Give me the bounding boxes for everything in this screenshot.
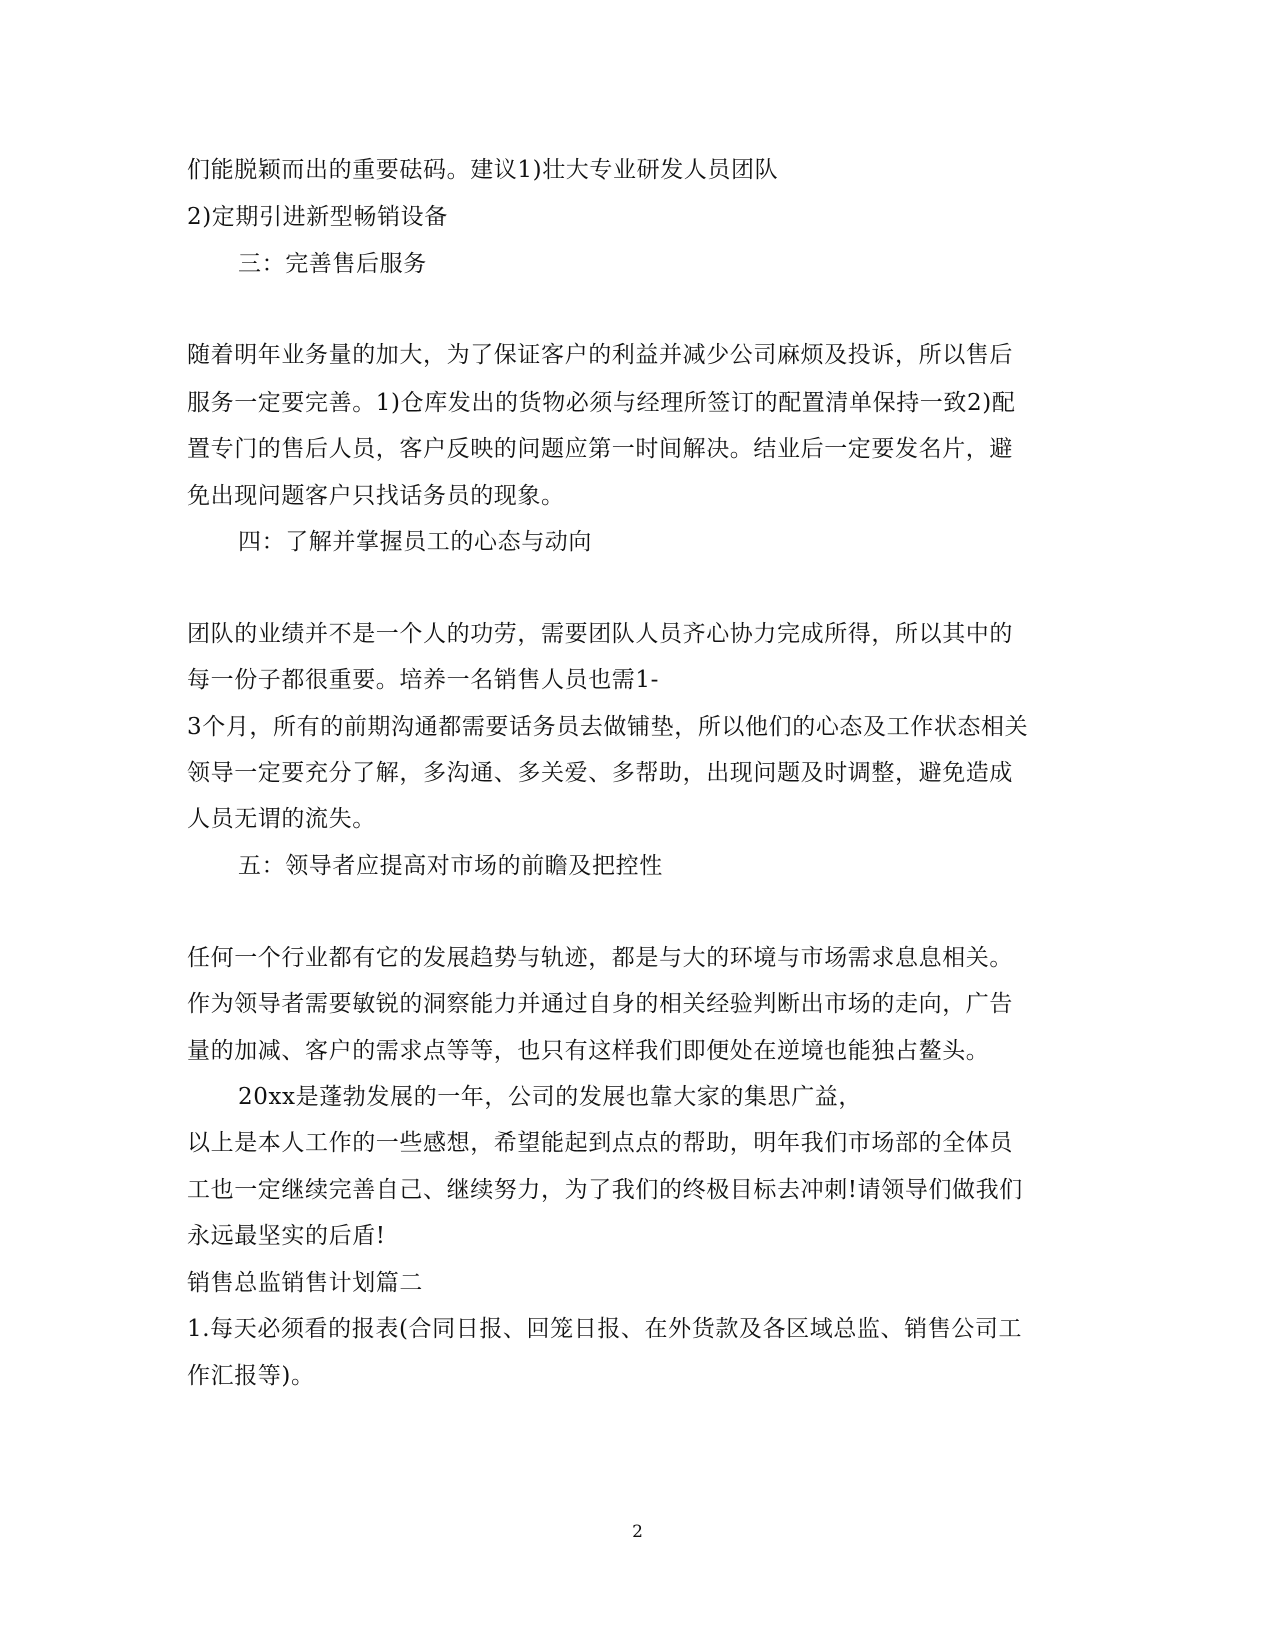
paragraph-line: 工也一定继续完善自己、继续努力，为了我们的终极目标去冲刺!请领导们做我们 <box>187 1177 1023 1203</box>
paragraph-line: 们能脱颖而出的重要砝码。建议1)壮大专业研发人员团队 <box>187 157 779 183</box>
paragraph-line: 量的加减、客户的需求点等等，也只有这样我们即便处在逆境也能独占鳌头。 <box>187 1038 990 1064</box>
paragraph-line: 随着明年业务量的加大，为了保证客户的利益并减少公司麻烦及投诉，所以售后 <box>187 342 1013 368</box>
section-heading: 三：完善售后服务 <box>238 251 427 277</box>
list-item-continuation: 作汇报等)。 <box>187 1363 315 1389</box>
document-subtitle: 销售总监销售计划篇二 <box>187 1270 423 1296</box>
paragraph-line: 3个月，所有的前期沟通都需要话务员去做铺垫，所以他们的心态及工作状态相关 <box>187 714 1029 740</box>
paragraph-line: 领导一定要充分了解，多沟通、多关爱、多帮助，出现问题及时调整，避免造成 <box>187 760 1013 786</box>
paragraph-line: 20xx是蓬勃发展的一年，公司的发展也靠大家的集思广益， <box>238 1084 863 1110</box>
paragraph-line: 任何一个行业都有它的发展趋势与轨迹，都是与大的环境与市场需求息息相关。 <box>187 945 1013 971</box>
paragraph-line: 免出现问题客户只找话务员的现象。 <box>187 483 565 509</box>
section-heading: 四：了解并掌握员工的心态与动向 <box>238 529 592 555</box>
list-item: 1.每天必须看的报表(合同日报、回笼日报、在外货款及各区域总监、销售公司工 <box>187 1316 1023 1342</box>
paragraph-line: 以上是本人工作的一些感想，希望能起到点点的帮助，明年我们市场部的全体员 <box>187 1130 1013 1156</box>
paragraph-line: 置专门的售后人员，客户反映的问题应第一时间解决。结业后一定要发名片，避 <box>187 436 1013 462</box>
paragraph-line: 2)定期引进新型畅销设备 <box>187 204 448 230</box>
paragraph-line: 永远最坚实的后盾! <box>187 1223 386 1249</box>
paragraph-line: 每一份子都很重要。培养一名销售人员也需1- <box>187 667 660 693</box>
paragraph-line: 团队的业绩并不是一个人的功劳，需要团队人员齐心协力完成所得，所以其中的 <box>187 621 1013 647</box>
paragraph-line: 作为领导者需要敏锐的洞察能力并通过自身的相关经验判断出市场的走向，广告 <box>187 991 1013 1017</box>
section-heading: 五：领导者应提高对市场的前瞻及把控性 <box>238 853 663 879</box>
paragraph-line: 服务一定要完善。1)仓库发出的货物必须与经理所签订的配置清单保持一致2)配 <box>187 390 1016 416</box>
paragraph-line: 人员无谓的流失。 <box>187 806 376 832</box>
page-number: 2 <box>632 1522 643 1542</box>
